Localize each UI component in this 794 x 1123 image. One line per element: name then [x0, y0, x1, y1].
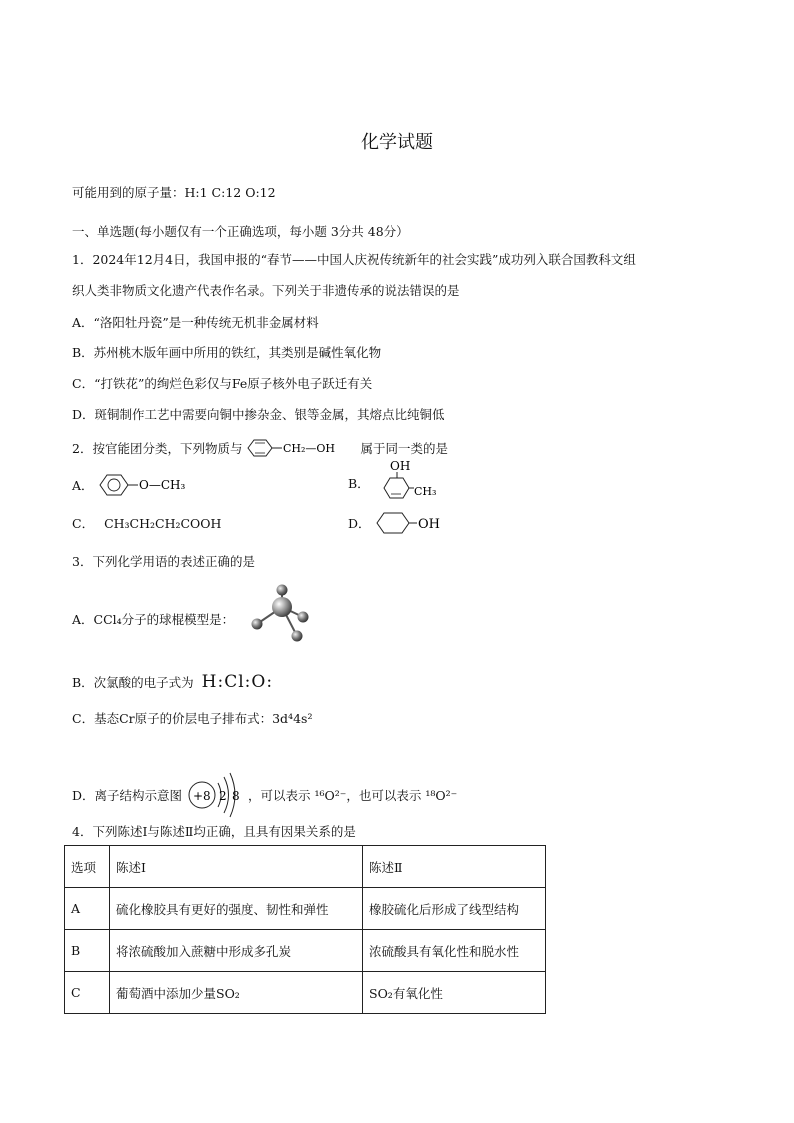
hydroxyl-label: OH: [389, 459, 410, 473]
q2-option-a: [72, 472, 204, 501]
q2-option-c-label: C．: [72, 516, 95, 531]
table-cell: 浓硫酸具有氧化性和脱水性: [363, 930, 546, 972]
methoxy-label: O—CH₃: [138, 478, 185, 492]
table-header-cell: 选项: [65, 846, 110, 888]
q1-option-c: C．“打铁花”的绚烂色彩仅与Fe原子核外电子跃迁有关: [72, 376, 373, 391]
table-cell: 将浓硫酸加入蔗糖中形成多孔炭: [110, 930, 363, 972]
anisole-structure: [94, 472, 204, 501]
shell-1-electrons: 2: [219, 789, 227, 803]
q2-stem-post: 属于同一类的是: [360, 441, 448, 456]
benzyl-group-label: CH₂—OH: [283, 442, 336, 455]
benzyl-alcohol-structure: [242, 437, 360, 462]
q2-option-d-label: D．: [348, 516, 371, 531]
table-row: [65, 930, 546, 972]
q3-option-d: [72, 765, 457, 828]
cyclohexanol-structure: [371, 510, 451, 539]
cyclohexanol-oh-label: OH: [417, 517, 440, 532]
table-row: [65, 972, 546, 1014]
section-heading: 一、单选题(每小题仅有一个正确选项，每小题 3分共 48分）: [72, 224, 409, 239]
table-cell: B: [65, 930, 110, 972]
q3-option-a: A．CCl₄分子的球棍模型是：: [72, 612, 235, 627]
table-header-row: [65, 846, 546, 888]
q3-option-d-pre: D．离子结构示意图: [72, 788, 183, 803]
table-cell: 硫化橡胶具有更好的强度、韧性和弹性: [110, 888, 363, 930]
q1-stem-line1: 1．2024年12月4日，我国申报的“春节——中国人庆祝传统新年的社会实践”成功列入联合国教科文组: [72, 252, 636, 267]
q3-option-b-text: B．次氯酸的电子式为: [72, 675, 194, 690]
q2-option-c: [72, 514, 221, 532]
q4-table: [64, 845, 546, 1014]
table-cell: A: [65, 888, 110, 930]
q2-option-b: [348, 458, 450, 505]
q1-option-a: A．“洛阳牡丹瓷”是一种传统无机非金属材料: [72, 315, 319, 330]
ccl4-ball-stick-model: [246, 580, 316, 646]
page-title: 化学试题: [361, 132, 433, 153]
table-cell: 橡胶硫化后形成了线型结构: [363, 888, 546, 930]
table-cell: C: [65, 972, 110, 1014]
q2-option-d: [348, 510, 451, 539]
ion-structure-diagram: [184, 765, 246, 828]
q3-option-c: C．基态Cr原子的价层电子排布式：3d⁴4s²: [72, 711, 313, 726]
table-header-cell: 陈述Ⅱ: [363, 846, 546, 888]
shell-2-electrons: 8: [232, 789, 240, 803]
butanoic-acid-formula: CH₃CH₂CH₂COOH: [104, 516, 222, 531]
q2-option-a-label: A．: [72, 478, 94, 493]
methyl-label: CH₃: [413, 485, 437, 498]
q4-stem: 4．下列陈述Ⅰ与陈述Ⅱ均正确，且具有因果关系的是: [72, 824, 356, 839]
methylphenol-structure: [370, 458, 450, 505]
q1-option-b: B．苏州桃木版年画中所用的铁红，其类别是碱性氧化物: [72, 345, 382, 360]
atomic-masses: 可能用到的原子量：H:1 C:12 O:12: [72, 185, 276, 200]
hclo-electron-formula: H:Cl:O:: [201, 672, 274, 692]
q3-stem: 3．下列化学用语的表述正确的是: [72, 554, 255, 569]
table-header-cell: 陈述Ⅰ: [110, 846, 363, 888]
table-row: [65, 888, 546, 930]
table-cell: 葡萄酒中添加少量SO₂: [110, 972, 363, 1014]
q1-option-d: D．斑铜制作工艺中需要向铜中掺杂金、银等金属，其熔点比纯铜低: [72, 407, 445, 422]
q2-option-b-label: B．: [348, 476, 370, 491]
q3-option-b: [72, 672, 273, 692]
table-cell: SO₂有氧化性: [363, 972, 546, 1014]
q2-stem-pre: 2．按官能团分类，下列物质与: [72, 441, 243, 456]
q1-stem-line2: 织人类非物质文化遗产代表作名录。下列关于非遗传承的说法错误的是: [72, 283, 460, 298]
q3-option-d-post: ，可以表示 ¹⁶O²⁻，也可以表示 ¹⁸O²⁻: [248, 788, 458, 803]
nucleus-charge-label: +8: [193, 789, 211, 803]
